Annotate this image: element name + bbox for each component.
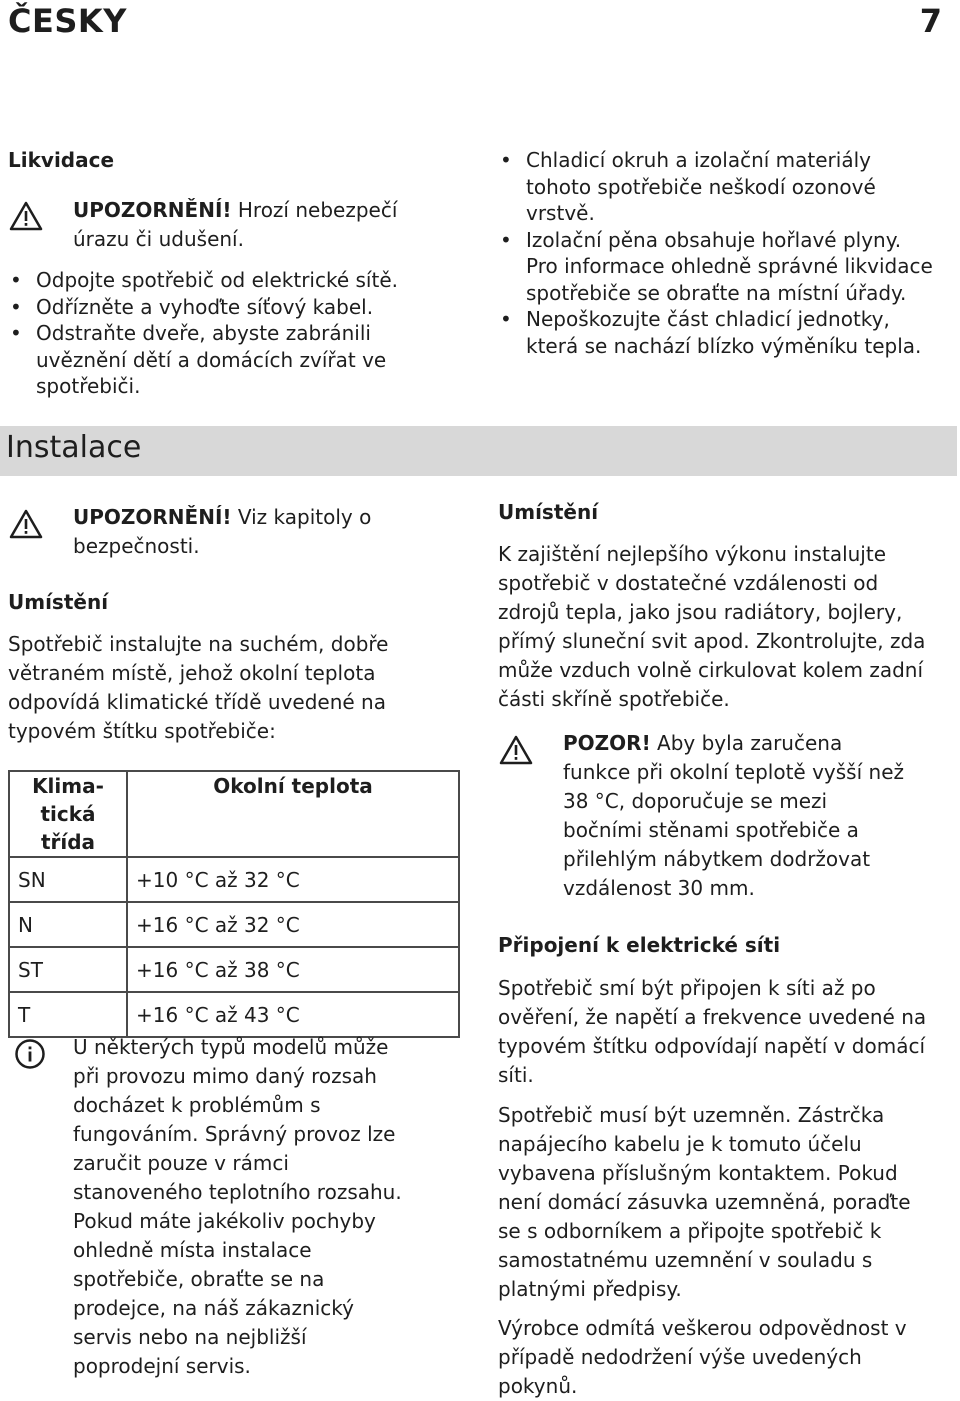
text-line: samostatnému uzemnění v souladu s bbox=[498, 1248, 873, 1272]
text-line: docházet k problémům s bbox=[73, 1093, 321, 1117]
text-line: platnými předpisy. bbox=[498, 1277, 682, 1301]
language-label: ČESKY bbox=[8, 2, 127, 40]
text-line: U některých typů modelů může bbox=[73, 1035, 389, 1059]
disposal-bullets-right bbox=[498, 147, 938, 359]
text-line: síti. bbox=[498, 1063, 534, 1087]
table-row bbox=[9, 947, 459, 992]
text-line: Spotřebič smí být připojen k síti až po bbox=[498, 976, 876, 1000]
text-line: ověření, že napětí a frekvence uvedené na bbox=[498, 1005, 927, 1029]
placement-text-right bbox=[498, 540, 953, 714]
warning-text: Hrozí nebezpečí bbox=[231, 198, 398, 222]
electric-title: Připojení k elektrické síti bbox=[498, 933, 781, 957]
text-line: při provozu mimo daný rozsah bbox=[73, 1064, 377, 1088]
table-cell-temp: +16 °C až 38 °C bbox=[127, 947, 459, 992]
header-class bbox=[9, 771, 127, 857]
text-line: může vzduch volně cirkulovat kolem zadní bbox=[498, 658, 924, 682]
table-cell-class: N bbox=[9, 902, 127, 947]
list-item: • Odřízněte a vyhoďte síťový kabel. bbox=[8, 294, 408, 321]
text-line: pokynů. bbox=[498, 1374, 578, 1398]
text-line: se s odborníkem a připojte spotřebič k bbox=[498, 1219, 882, 1243]
electric-para-2 bbox=[498, 1101, 953, 1304]
table-cell-temp: +16 °C až 43 °C bbox=[127, 992, 459, 1037]
disposal-title: Likvidace bbox=[8, 148, 115, 172]
text-line: přilehlým nábytkem dodržovat bbox=[563, 847, 871, 871]
electric-para-1 bbox=[498, 974, 953, 1090]
text-line: prodejce, na náš zákaznický bbox=[73, 1296, 354, 1320]
caution-text: Aby byla zaručena bbox=[650, 731, 843, 755]
placement-title-right: Umístění bbox=[498, 500, 599, 524]
list-item: • Izolační pěna obsahuje hořlavé plyny. Pro informace ohledně správné likvidace spotřebiče se obraťte na místní úřady. bbox=[498, 227, 938, 307]
text-line: bočními stěnami spotřebiče a bbox=[563, 818, 859, 842]
text-line: odpovídá klimatické třídě uvedené na bbox=[8, 690, 386, 714]
disposal-bullets-left bbox=[8, 267, 408, 400]
list-item: • Odpojte spotřebič od elektrické sítě. bbox=[8, 267, 408, 294]
text-line: Spotřebič instalujte na suchém, dobře bbox=[8, 632, 389, 656]
info-icon bbox=[14, 1038, 46, 1070]
warning-text-line2: úrazu či udušení. bbox=[73, 227, 244, 251]
text-line: zaručit pouze v rámci bbox=[73, 1151, 289, 1175]
table-cell-class: ST bbox=[9, 947, 127, 992]
list-item: • Nepoškozujte část chladicí jednotky, která se nachází blízko výměníku tepla. bbox=[498, 306, 938, 359]
table-cell-class: SN bbox=[9, 857, 127, 902]
electric-para-3 bbox=[498, 1314, 953, 1401]
text-line: stanoveného teplotního rozsahu. bbox=[73, 1180, 402, 1204]
climate-class-table bbox=[8, 770, 460, 1038]
caution-label: POZOR! bbox=[563, 731, 651, 755]
header-temp: Okolní teplota bbox=[127, 771, 459, 857]
text-line: servis nebo na nejbližší bbox=[73, 1325, 307, 1349]
text-line: typovém štítku spotřebiče: bbox=[8, 719, 276, 743]
installation-warning bbox=[73, 503, 453, 561]
text-line: ohledně místa instalace bbox=[73, 1238, 312, 1262]
text-line: K zajištění nejlepšího výkonu instalujte bbox=[498, 542, 887, 566]
disposal-warning bbox=[73, 196, 453, 254]
text-line: Pokud máte jakékoliv pochyby bbox=[73, 1209, 376, 1233]
text-line: 38 °C, doporučuje se mezi bbox=[563, 789, 828, 813]
warning-label: UPOZORNĚNÍ! bbox=[73, 505, 232, 529]
header-class-line2: tická třída bbox=[40, 802, 96, 854]
info-note bbox=[73, 1033, 453, 1381]
section-band bbox=[0, 426, 957, 476]
text-line: poprodejní servis. bbox=[73, 1354, 251, 1378]
placement-title-left: Umístění bbox=[8, 590, 109, 614]
text-line: Výrobce odmítá veškerou odpovědnost v bbox=[498, 1316, 907, 1340]
warning-icon bbox=[8, 200, 44, 232]
text-line: případě nedodržení výše uvedených bbox=[498, 1345, 862, 1369]
text-line: vybavena příslušným kontaktem. Pokud bbox=[498, 1161, 898, 1185]
list-item: • Odstraňte dveře, abyste zabránili uvěznění dětí a domácích zvířat ve spotřebiči. bbox=[8, 320, 408, 400]
warning-label: UPOZORNĚNÍ! bbox=[73, 198, 232, 222]
warning-text: Viz kapitoly o bbox=[231, 505, 372, 529]
text-line: spotřebiče, obraťte se na bbox=[73, 1267, 325, 1291]
text-line: napájecího kabelu je k tomuto účelu bbox=[498, 1132, 862, 1156]
text-line: přímý sluneční svit apod. Zkontrolujte, zda bbox=[498, 629, 926, 653]
text-line: vzdálenost 30 mm. bbox=[563, 876, 755, 900]
table-cell-temp: +16 °C až 32 °C bbox=[127, 902, 459, 947]
text-line: části skříně spotřebiče. bbox=[498, 687, 730, 711]
text-line: typovém štítku odpovídají napětí v domácí bbox=[498, 1034, 926, 1058]
text-line: zdrojů tepla, jako jsou radiátory, bojlery, bbox=[498, 600, 903, 624]
text-line: větraném místě, jehož okolní teplota bbox=[8, 661, 376, 685]
table-row bbox=[9, 902, 459, 947]
caution-note bbox=[563, 729, 953, 903]
table-row bbox=[9, 857, 459, 902]
table-cell-class: T bbox=[9, 992, 127, 1037]
placement-text-left bbox=[8, 630, 458, 746]
text-line: funkce při okolní teplotě vyšší než bbox=[563, 760, 904, 784]
text-line: není domácí zásuvka uzemněná, poraďte bbox=[498, 1190, 911, 1214]
header-class-line1: Klima- bbox=[32, 774, 104, 798]
page-number: 7 bbox=[919, 2, 942, 40]
table-row bbox=[9, 992, 459, 1037]
text-line: Spotřebič musí být uzemněn. Zástrčka bbox=[498, 1103, 885, 1127]
warning-text-line2: bezpečnosti. bbox=[73, 534, 200, 558]
warning-icon bbox=[8, 508, 44, 540]
section-title: Instalace bbox=[6, 430, 142, 465]
list-item: • Chladicí okruh a izolační materiály tohoto spotřebiče neškodí ozonové vrstvě. bbox=[498, 147, 938, 227]
caution-icon bbox=[498, 734, 534, 766]
table-cell-temp: +10 °C až 32 °C bbox=[127, 857, 459, 902]
table-header-row bbox=[9, 771, 459, 857]
text-line: spotřebič v dostatečné vzdálenosti od bbox=[498, 571, 879, 595]
text-line: fungováním. Správný provoz lze bbox=[73, 1122, 396, 1146]
